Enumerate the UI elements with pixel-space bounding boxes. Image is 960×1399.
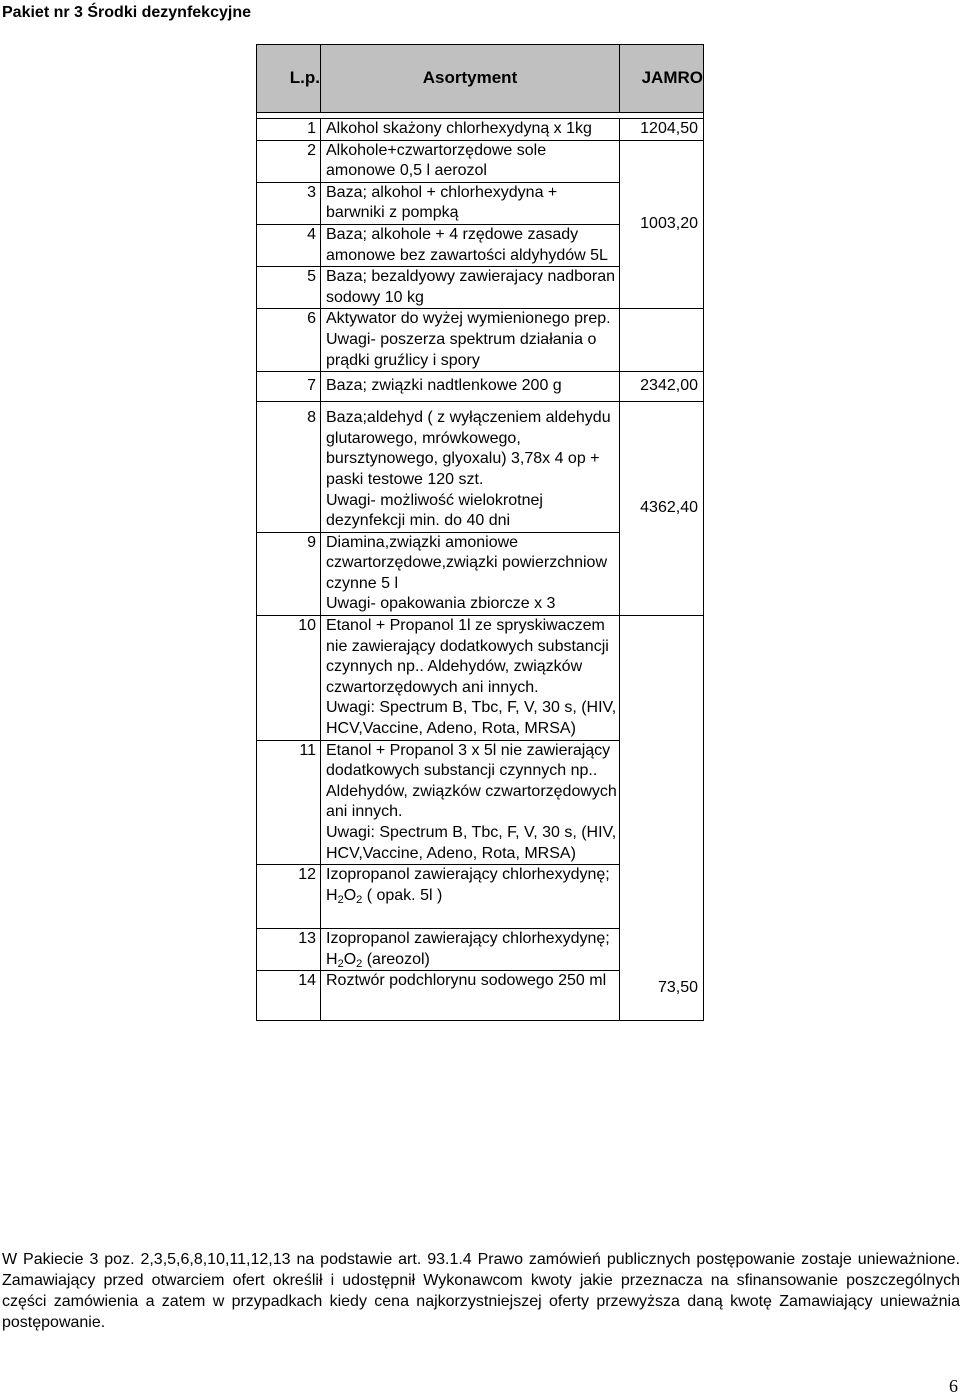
row-name [321,865,620,929]
header-lp: L.p. [257,45,321,113]
row-name: Alkohole+czwartorzędowe sole amonowe 0,5 l aerozol [321,140,620,182]
subscript: 2 [356,893,363,906]
row-name: Baza; alkohol + chlorhexydyna + barwniki z pompką [321,182,620,224]
row-name: Diamina,związki amoniowe czwartorzędowe,związki powierzchniow czynne 5 l Uwagi- opakowania zbiorcze x 3 [321,532,620,615]
header-assortment: Asortyment [321,45,620,113]
row-name-text: (areozol) [362,950,430,968]
row-name: Aktywator do wyżej wymienionego prep. Uwagi- poszerza spektrum działania o prądki gruźlicy i spory [321,309,620,372]
row-number: 10 [257,616,321,741]
note-paragraph: W Pakiecie 3 poz. 2,3,5,6,8,10,11,12,13 na podstawie art. 93.1.4 Prawo zamówień publicznych postępowanie zostaje unieważnione. Zamawiający przed otwarciem ofert określił i udostępnił Wykonawcom kwoty jakie przeznacza na sfinansowanie poszczególnych części zamówienia a zatem w przypadkach kiedy cena najkorzystniejszej oferty przewyższa daną kwotę Zamawiający unieważnia postępowanie. [2,1251,960,1331]
row-number: 12 [257,865,321,929]
row-price: 1003,20 [620,140,704,309]
row-number: 9 [257,532,321,615]
row-name: Roztwór podchlorynu sodowego 250 ml [321,971,620,1021]
row-number: 11 [257,740,321,865]
row-number: 13 [257,929,321,971]
subscript: 2 [356,957,363,970]
table-row [257,140,704,182]
subscript: 2 [337,957,344,970]
table-row [257,309,704,372]
row-price: 2342,00 [620,372,704,402]
row-name: Baza; związki nadtlenkowe 200 g [321,372,620,402]
row-name: Etanol + Propanol 1l ze spryskiwaczem nie zawierający dodatkowych substancji czynnych np.. Aldehydów, związków czwartorzędowych ani innych. Uwagi: Spectrum B, Tbc, F, V, 30 s, (HIV, HCV,Vaccine, Adeno, Rota, MRSA) [321,616,620,741]
row-name-text: Izopropanol zawierający chlorhexydynę; H [326,866,610,904]
document-title: Pakiet nr 3 Środki dezynfekcyjne [2,4,251,21]
row-number: 8 [257,402,321,533]
row-name-text: Izopropanol zawierający chlorhexydynę; H [326,930,610,968]
row-number: 14 [257,971,321,1021]
row-number: 2 [257,140,321,182]
row-name: Etanol + Propanol 3 x 5l nie zawierający dodatkowych substancji czynnych np.. Aldehydów, związków czwartorzędowych ani innych. Uwagi: Spectrum B, Tbc, F, V, 30 s, (HIV, HCV,Vaccine, Adeno, Rota, MRSA) [321,740,620,865]
row-name: Baza; bezaldyowy zawierajacy nadboran sodowy 10 kg [321,267,620,309]
row-number: 4 [257,224,321,266]
legal-note [2,1249,960,1333]
row-number: 3 [257,182,321,224]
row-name-text: ( opak. 5l ) [362,886,443,904]
row-name [321,929,620,971]
row-price: 4362,40 [620,402,704,616]
row-name: Baza;aldehyd ( z wyłączeniem aldehydu glutarowego, mrówkowego, bursztynowego, glyoxalu) 3,78x 4 op + paski testowe 120 szt. Uwagi- możliwość wielokrotnej dezynfekcji min. do 40 dni [321,402,620,533]
row-name: Baza; alkohole + 4 rzędowe zasady amonowe bez zawartości aldyhydów 5L [321,224,620,266]
page-number: 6 [949,1376,958,1396]
row-name-text: O [343,886,357,904]
row-price: 73,50 [620,616,704,1021]
row-number: 6 [257,309,321,372]
row-price: 1204,50 [620,119,704,141]
row-price-empty [620,309,704,372]
header-jamro: JAMRO [620,45,704,113]
assortment-table [256,44,704,1021]
row-number: 5 [257,267,321,309]
row-number: 1 [257,119,321,141]
table-row [257,119,704,141]
table-row [257,372,704,402]
table-header-row [257,45,704,113]
row-number: 7 [257,372,321,402]
subscript: 2 [337,893,344,906]
row-name-text: O [343,950,357,968]
row-name: Alkohol skażony chlorhexydyną x 1kg [321,119,620,141]
table-row [257,616,704,741]
table-row [257,402,704,533]
